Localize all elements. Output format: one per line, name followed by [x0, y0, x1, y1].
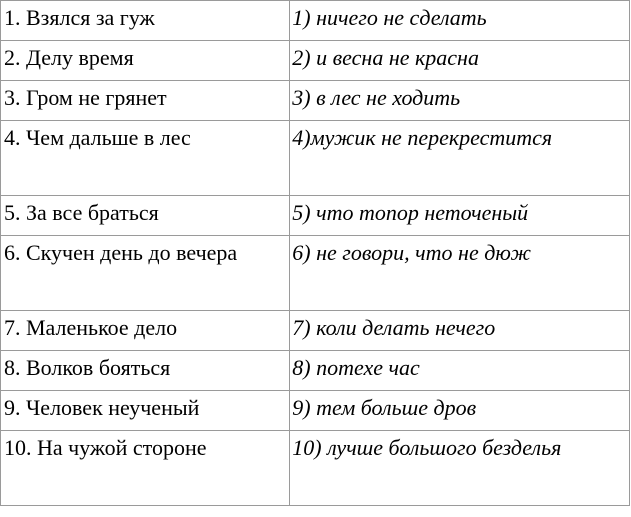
proverb-end-cell: 4)мужик не перекрестится [290, 121, 630, 196]
proverb-start-cell: 10. На чужой стороне [1, 431, 290, 506]
table-row [1, 1, 630, 41]
proverb-end-cell: 10) лучше большого безделья [290, 431, 630, 506]
proverb-start-cell: 7. Маленькое дело [1, 311, 290, 351]
table-row [1, 81, 630, 121]
proverb-start-cell: 9. Человек неученый [1, 391, 290, 431]
proverb-start-cell: 5. За все браться [1, 196, 290, 236]
proverb-start-cell: 8. Волков бояться [1, 351, 290, 391]
proverb-end-cell: 1) ничего не сделать [290, 1, 630, 41]
proverb-end-cell: 9) тем больше дров [290, 391, 630, 431]
table-row [1, 391, 630, 431]
proverb-start-cell: 4. Чем дальше в лес [1, 121, 290, 196]
table-row [1, 431, 630, 506]
proverb-start-cell: 2. Делу время [1, 41, 290, 81]
table-row [1, 121, 630, 196]
proverb-start-cell: 1. Взялся за гуж [1, 1, 290, 41]
table-row [1, 41, 630, 81]
proverb-end-cell: 2) и весна не красна [290, 41, 630, 81]
table-row [1, 236, 630, 311]
table-row [1, 351, 630, 391]
proverb-start-cell: 3. Гром не грянет [1, 81, 290, 121]
proverb-end-cell: 7) коли делать нечего [290, 311, 630, 351]
proverb-end-cell: 6) не говори, что не дюж [290, 236, 630, 311]
proverb-end-cell: 3) в лес не ходить [290, 81, 630, 121]
proverb-start-cell: 6. Скучен день до вечера [1, 236, 290, 311]
proverb-end-cell: 8) потехе час [290, 351, 630, 391]
proverb-end-cell: 5) что топор неточеный [290, 196, 630, 236]
table-row [1, 196, 630, 236]
table-row [1, 311, 630, 351]
